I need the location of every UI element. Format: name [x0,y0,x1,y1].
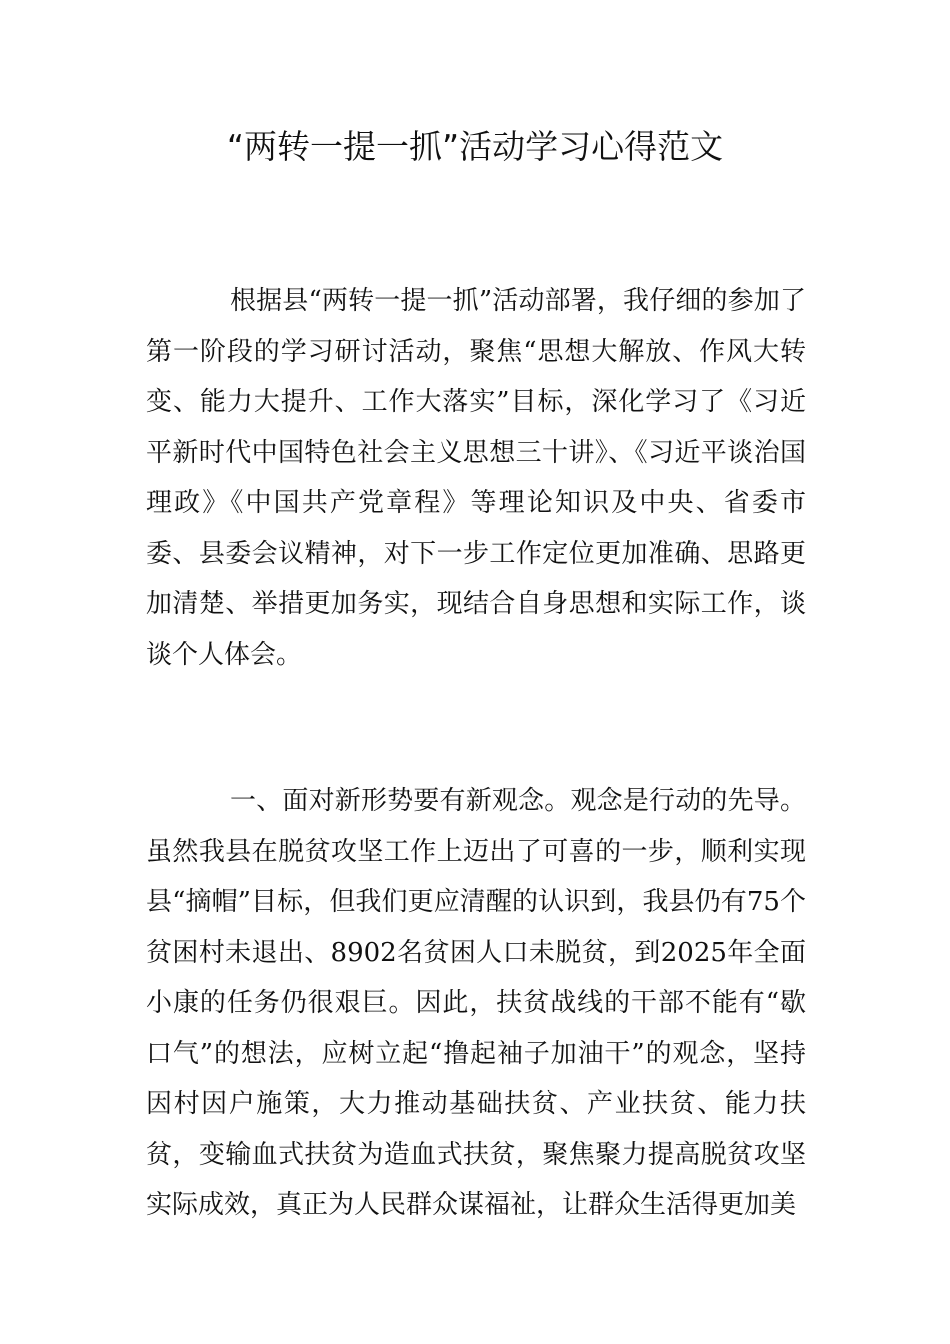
paragraph-intro: 根据县“两转一提一抓”活动部署，我仔细的参加了第一阶段的学习研讨活动，聚焦“思想大解放、作风大转变、能力大提升、工作大落实”目标，深化学习了《习近平新时代中国特色社会主义思想三十讲》、《习近平谈治国理政》《中国共产党章程》等理论知识及中央、省委市委、县委会议精神，对下一步工作定位更加准确、思路更加清楚、举措更加务实，现结合自身思想和实际工作，谈谈个人体会。 [146,286,806,670]
paragraph-section-one: 一、面对新形势要有新观念。观念是行动的先导。虽然我县在脱贫攻坚工作上迈出了可喜的一步，顺利实现县“摘帽”目标，但我们更应清醒的认识到，我县仍有75个贫困村未退出、8902名贫困人口未脱贫，到2025年全面小康的任务仍很艰巨。因此，扶贫战线的干部不能有“歇口气”的想法，应树立起“撸起袖子加油干”的观念，坚持因村因户施策，大力推动基础扶贫、产业扶贫、能力扶贫，变输血式扶贫为造血式扶贫，聚焦聚力提高脱贫攻坚实际成效，真正为人民群众谋福祉，让群众生活得更加美 [146,786,806,1220]
document-title: “两转一提一抓”活动学习心得范文 [226,127,724,166]
